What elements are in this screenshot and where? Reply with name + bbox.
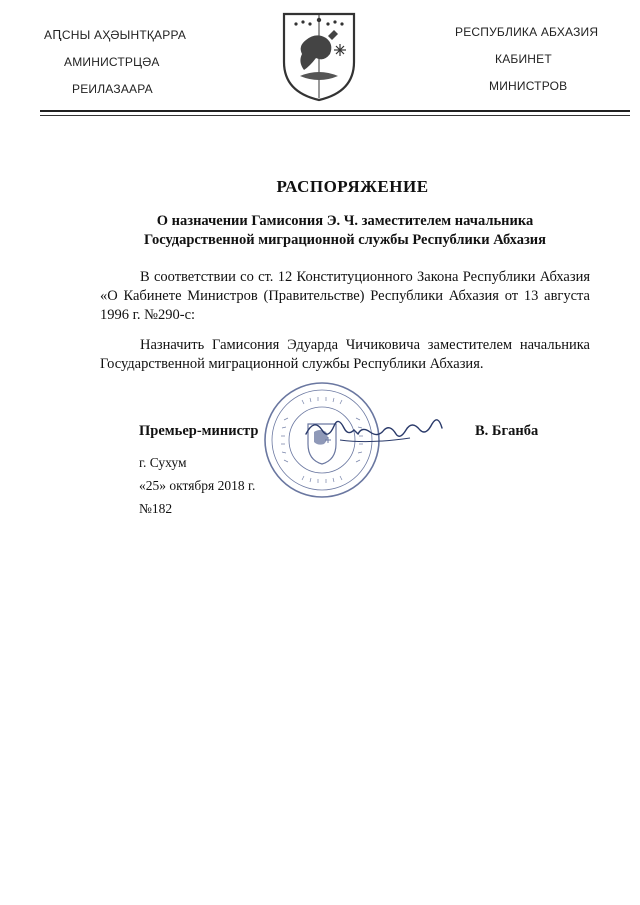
header-left-line-3: РЕИЛАЗААРА bbox=[72, 82, 153, 96]
header-divider-thin bbox=[40, 115, 630, 116]
handwritten-signature-icon bbox=[300, 400, 450, 450]
document-date: «25» октября 2018 г. bbox=[139, 478, 256, 493]
document-title: РАСПОРЯЖЕНИЕ bbox=[276, 177, 429, 196]
header-right-line-1: РЕСПУБЛИКА АБХАЗИЯ bbox=[455, 25, 599, 39]
document-number: №182 bbox=[139, 501, 173, 516]
signatory-name: В. Бганба bbox=[475, 423, 539, 439]
header-right-line-3: МИНИСТРОВ bbox=[489, 79, 568, 93]
abkhazia-coat-of-arms-icon bbox=[276, 10, 362, 102]
header-left-line-2: АМИНИСТРЦӘА bbox=[64, 55, 160, 69]
document-place: г. Сухум bbox=[139, 455, 187, 470]
body-paragraph-1: В соответствии со ст. 12 Конституционного Закона Республики Абхазия «О Кабинете Министров (Правительстве) Республики Абхазия от 13 августа 1996 г. №290-с: bbox=[100, 269, 590, 323]
header-right-line-2: КАБИНЕТ bbox=[495, 52, 552, 66]
header-divider-thick bbox=[40, 110, 630, 112]
signatory-position: Премьер-министр bbox=[139, 423, 259, 439]
header-left-line-1: АԤСНЫ АҲӘЫНТҚАРРА bbox=[44, 28, 187, 42]
document-subject: О назначении Гамисония Э. Ч. заместителем начальника Государственной миграционной службы Республики Абхазия bbox=[144, 213, 546, 248]
body-paragraph-2: Назначить Гамисония Эдуарда Чичиковича заместителем начальника Государственной миграционной службы Республики Абхазия. bbox=[100, 337, 590, 372]
